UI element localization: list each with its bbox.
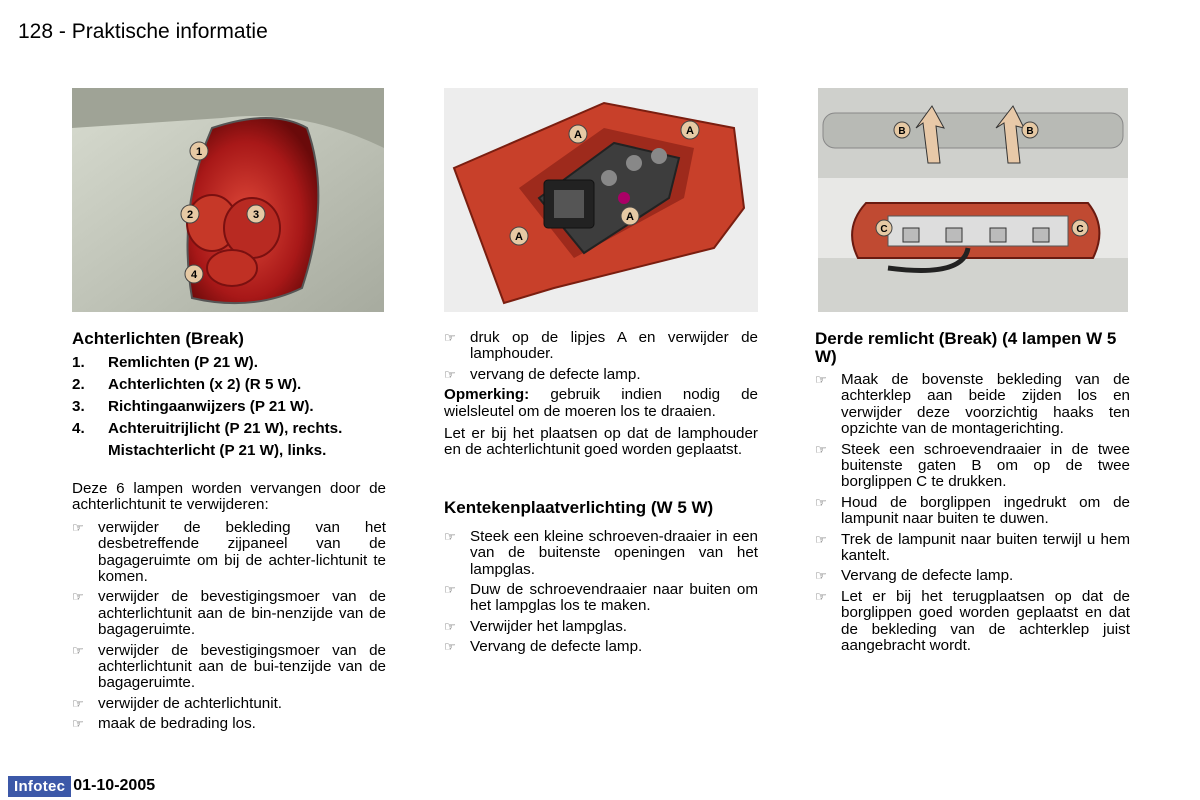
label-a-2: A — [686, 125, 694, 137]
paragraph: Let er bij het plaatsen op dat de lamphouder en de achterlichtunit goed worden geplaatst. — [444, 425, 758, 459]
pointing-hand-icon: ☞ — [72, 589, 84, 605]
list-item: ☞ Steek een kleine schroeven-draaier in een van de buitenste openingen van het lampglas. — [444, 527, 758, 578]
pointing-hand-icon: ☞ — [444, 366, 456, 382]
label-b-2: B — [1026, 126, 1034, 137]
column-brake-light — [815, 330, 1130, 659]
list-item: ☞ Trek de lampunit naar buiten terwijl u hem kantelt. — [815, 530, 1130, 565]
step-list — [72, 520, 386, 733]
note-paragraph: Opmerking: gebruik indien nodig de wielsleutel om de moeren los te draaien. — [444, 386, 758, 420]
page-title: 128 - Praktische informatie — [18, 20, 268, 43]
pointing-hand-icon: ☞ — [815, 531, 827, 547]
list-item: ☞ verwijder de bevestigingsmoer van de achterlichtunit aan de bui-tenzijde van de bagageruimte. — [72, 641, 386, 692]
lamp-holder-illustration — [444, 88, 758, 312]
step-list — [444, 330, 758, 383]
note-label: Opmerking: — [444, 386, 530, 404]
pointing-hand-icon: ☞ — [815, 568, 827, 584]
label-4: 4 — [190, 269, 198, 281]
pointing-hand-icon: ☞ — [815, 372, 827, 387]
step-list — [815, 372, 1130, 655]
list-item: ☞ Steek een schroevendraaier in de twee buitenste gaten B om op de twee borglippen C te drukken. — [815, 440, 1130, 491]
label-b-1: B — [898, 126, 906, 137]
list-item: ☞ maak de bedrading los. — [72, 715, 256, 733]
list-item: ☞ verwijder de achterlichtunit. — [72, 694, 283, 712]
section-heading: Derde remlicht (Break) (4 lampen W 5 W) — [815, 329, 1117, 366]
taillight-illustration — [72, 88, 384, 312]
brake-light-illustration — [818, 88, 1128, 312]
list-item: ☞ Houd de borglippen ingedrukt om de lampunit naar buiten te duwen. — [815, 493, 1130, 528]
list-item: 3. Richtingaanwijzers (P 21 W). — [72, 398, 314, 415]
label-a-4: A — [515, 231, 523, 243]
pointing-hand-icon: ☞ — [444, 528, 456, 544]
footer-date: 01-10-2005 — [73, 777, 156, 794]
list-item: ☞ Vervang de defecte lamp. — [815, 567, 1014, 585]
label-1: 1 — [195, 146, 203, 158]
pointing-hand-icon: ☞ — [444, 582, 456, 598]
label-2: 2 — [186, 209, 194, 221]
list-item: ☞ verwijder de bevestigingsmoer van de achterlichtunit aan de bin-nenzijde van de bagageruimte. — [72, 588, 386, 639]
pointing-hand-icon: ☞ — [444, 639, 456, 655]
intro-paragraph: Deze 6 lampen worden vervangen door de achterlichtunit te verwijderen: — [72, 480, 386, 514]
label-a-1: A — [574, 129, 582, 141]
list-item: ☞ verwijder de bekleding van het desbetreffende zijpaneel van de bagageruimte om bij de achter-lichtunit te komen. — [72, 518, 386, 586]
infotec-logo: Infotec — [8, 776, 71, 797]
pointing-hand-icon: ☞ — [72, 642, 84, 658]
pointing-hand-icon: ☞ — [815, 588, 827, 604]
pointing-hand-icon: ☞ — [815, 441, 827, 457]
lamp-list — [72, 354, 386, 437]
pointing-hand-icon: ☞ — [444, 330, 456, 345]
column-taillights — [72, 330, 386, 737]
list-item: ☞ Let er bij het terugplaatsen op dat de borglippen goed worden geplaatst en dat de bekleding van de achterklep juist aangebracht wordt. — [815, 587, 1130, 655]
label-a-3: A — [626, 211, 634, 223]
pointing-hand-icon: ☞ — [72, 716, 84, 732]
list-item: ☞ Vervang de defecte lamp. — [444, 638, 643, 656]
list-item: ☞ Duw de schroevendraaier naar buiten om het lampglas los te maken. — [444, 581, 758, 615]
list-item: 2. Achterlichten (x 2) (R 5 W). — [72, 376, 302, 393]
step-list — [444, 529, 758, 656]
column-lamp-holder — [444, 330, 758, 660]
label-c-2: C — [1076, 224, 1084, 235]
pointing-hand-icon: ☞ — [72, 519, 84, 535]
footer — [8, 775, 155, 797]
list-item: 1. Remlichten (P 21 W). — [72, 354, 258, 371]
list-item: ☞ druk op de lipjes A en verwijder de lamphouder. — [444, 329, 758, 363]
list-item-extra: Mistachterlicht (P 21 W), links. — [108, 442, 327, 459]
label-3: 3 — [252, 209, 260, 221]
list-item: ☞ Maak de bovenste bekleding van de achterklep aan beide zijden los en verwijder deze voorzichtig haaks ten opzichte van de montagerichting. — [815, 371, 1130, 438]
label-c-1: C — [880, 224, 888, 235]
pointing-hand-icon: ☞ — [815, 494, 827, 510]
pointing-hand-icon: ☞ — [72, 695, 84, 711]
list-item: ☞ vervang de defecte lamp. — [444, 365, 641, 383]
pointing-hand-icon: ☞ — [444, 618, 456, 634]
list-item: ☞ Verwijder het lampglas. — [444, 617, 628, 635]
list-item: 4. Achteruitrijlicht (P 21 W), rechts. — [72, 420, 343, 437]
section-heading: Kentekenplaatverlichting (W 5 W) — [444, 497, 714, 517]
section-heading: Achterlichten (Break) — [72, 329, 244, 348]
